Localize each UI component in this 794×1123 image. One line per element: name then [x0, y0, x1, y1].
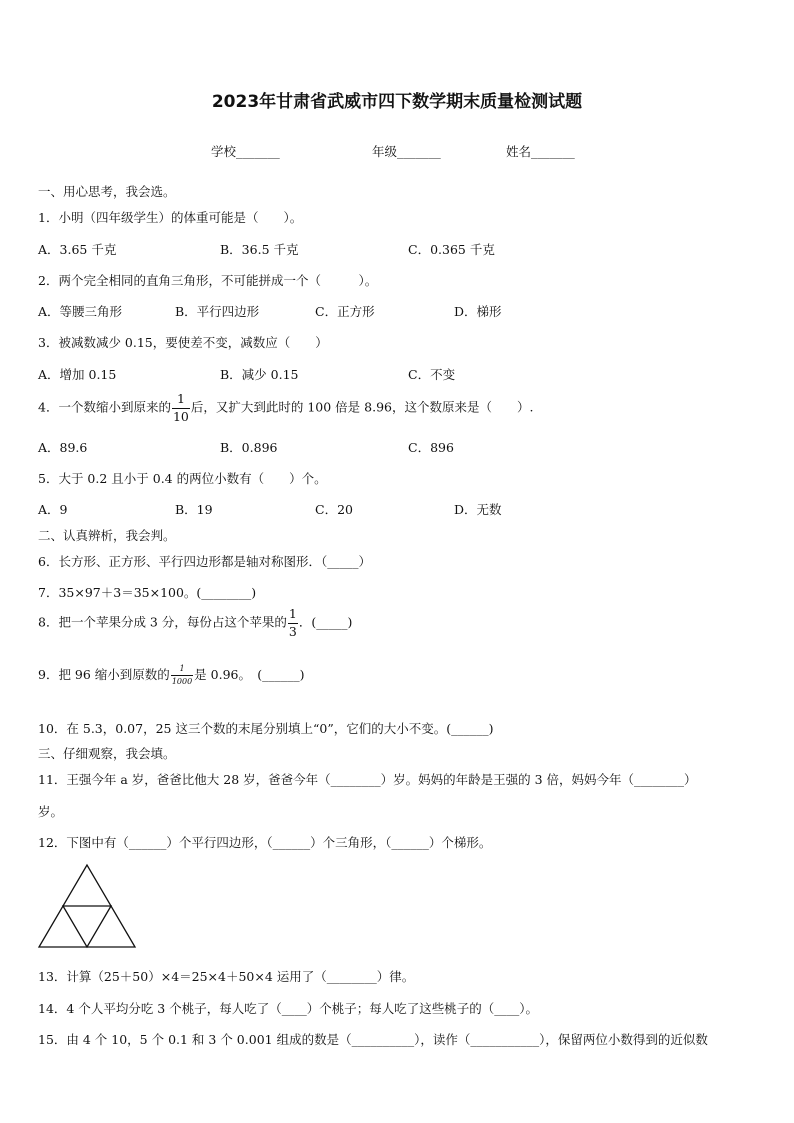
q5-option-c[interactable]: C．20	[315, 502, 353, 517]
section-heading-3: 三、仔细观察，我会填。	[38, 746, 176, 761]
page-title: 2023年甘肃省武威市四下数学期末质量检测试题	[211, 92, 583, 112]
q2-option-a[interactable]: A．等腰三角形	[38, 304, 123, 319]
question-12: 12．下图中有（______）个平行四边形，（______）个三角形，（______）个梯形。	[38, 835, 492, 850]
q2-option-c[interactable]: C．正方形	[315, 304, 375, 319]
question-10: 10．在 5.3，0.07，25 这三个数的末尾分别填上“0”，它们的大小不变。(______)	[38, 721, 494, 736]
question-13: 13．计算（25＋50）×4＝25×4＋50×4 运用了（________）律。	[38, 969, 415, 984]
section-heading-1: 一、用心思考，我会选。	[38, 184, 176, 199]
frac-denominator: 3	[288, 623, 297, 639]
fraction-one-tenth	[172, 393, 190, 423]
question-4	[38, 393, 533, 423]
section-heading-2: 二、认真辨析，我会判。	[38, 528, 176, 543]
question-3: 3．被减数减少 0.15，要使差不变，减数应（ ）	[38, 335, 328, 350]
q4-option-c[interactable]: C．896	[408, 440, 454, 455]
question-5: 5．大于 0.2 且小于 0.4 的两位小数有（ ）个。	[38, 471, 327, 486]
q1-option-a[interactable]: A．3.65 千克	[38, 242, 117, 257]
school-field[interactable]: 学校_______	[211, 144, 280, 159]
grade-field[interactable]: 年级_______	[372, 144, 441, 159]
frac-numerator: 1	[288, 608, 298, 624]
q8-pre: 8．把一个苹果分成 3 分，每份占这个苹果的	[38, 614, 287, 630]
q3-option-c[interactable]: C．不变	[408, 367, 456, 382]
q2-option-b[interactable]: B．平行四边形	[175, 304, 260, 319]
q8-post: ．(_____)	[298, 614, 353, 630]
q4-stem-pre: 4．一个数缩小到原来的	[38, 399, 171, 415]
frac-denominator: 1000	[171, 677, 193, 686]
q2-option-d[interactable]: D．梯形	[454, 304, 502, 319]
question-6: 6．长方形、正方形、平行四边形都是轴对称图形．（_____）	[38, 554, 371, 569]
question-7: 7．35×97＋3＝35×100。(________)	[38, 585, 257, 600]
question-11-line-2: 岁。	[38, 804, 64, 819]
question-11-line-1: 11．王强今年 a 岁，爸爸比他大 28 岁，爸爸今年（________）岁。妈妈的年龄是王强的 3 倍，妈妈今年（________）	[38, 772, 697, 787]
question-9	[38, 665, 304, 686]
frac-denominator: 10	[172, 408, 189, 424]
q1-option-b[interactable]: B．36.5 千克	[220, 242, 299, 257]
q5-option-b[interactable]: B．19	[175, 502, 213, 517]
inner-triangle	[63, 906, 111, 947]
name-field[interactable]: 姓名_______	[506, 144, 575, 159]
fraction-one-thousandth	[171, 665, 193, 686]
q4-option-a[interactable]: A．89.6	[38, 440, 88, 455]
fraction-one-third	[288, 608, 298, 638]
q3-option-a[interactable]: A．增加 0.15	[38, 367, 117, 382]
question-15: 15．由 4 个 10，5 个 0.1 和 3 个 0.001 组成的数是（__________），读作（___________），保留两位小数得到的近似数	[38, 1032, 708, 1047]
q9-pre: 9．把 96 缩小到原数的	[38, 667, 170, 682]
question-1: 1．小明（四年级学生）的体重可能是（ ）。	[38, 210, 303, 225]
q3-option-b[interactable]: B．减少 0.15	[220, 367, 299, 382]
question-8	[38, 608, 352, 638]
frac-numerator: 1	[171, 665, 193, 676]
frac-numerator: 1	[172, 393, 190, 409]
question-2: 2．两个完全相同的直角三角形，不可能拼成一个（ ）。	[38, 273, 378, 288]
q4-option-b[interactable]: B．0.896	[220, 440, 278, 455]
triangle-figure	[36, 860, 138, 950]
q9-post: 是 0.96。 (______)	[194, 667, 305, 682]
q5-option-a[interactable]: A．9	[38, 502, 68, 517]
q1-option-c[interactable]: C．0.365 千克	[408, 242, 495, 257]
q4-stem-post: 后，又扩大到此时的 100 倍是 8.96，这个数原来是（ ）.	[190, 399, 534, 415]
question-14: 14．4 个人平均分吃 3 个桃子，每人吃了（____）个桃子；每人吃了这些桃子的（____）。	[38, 1001, 538, 1016]
q5-option-d[interactable]: D．无数	[454, 502, 502, 517]
